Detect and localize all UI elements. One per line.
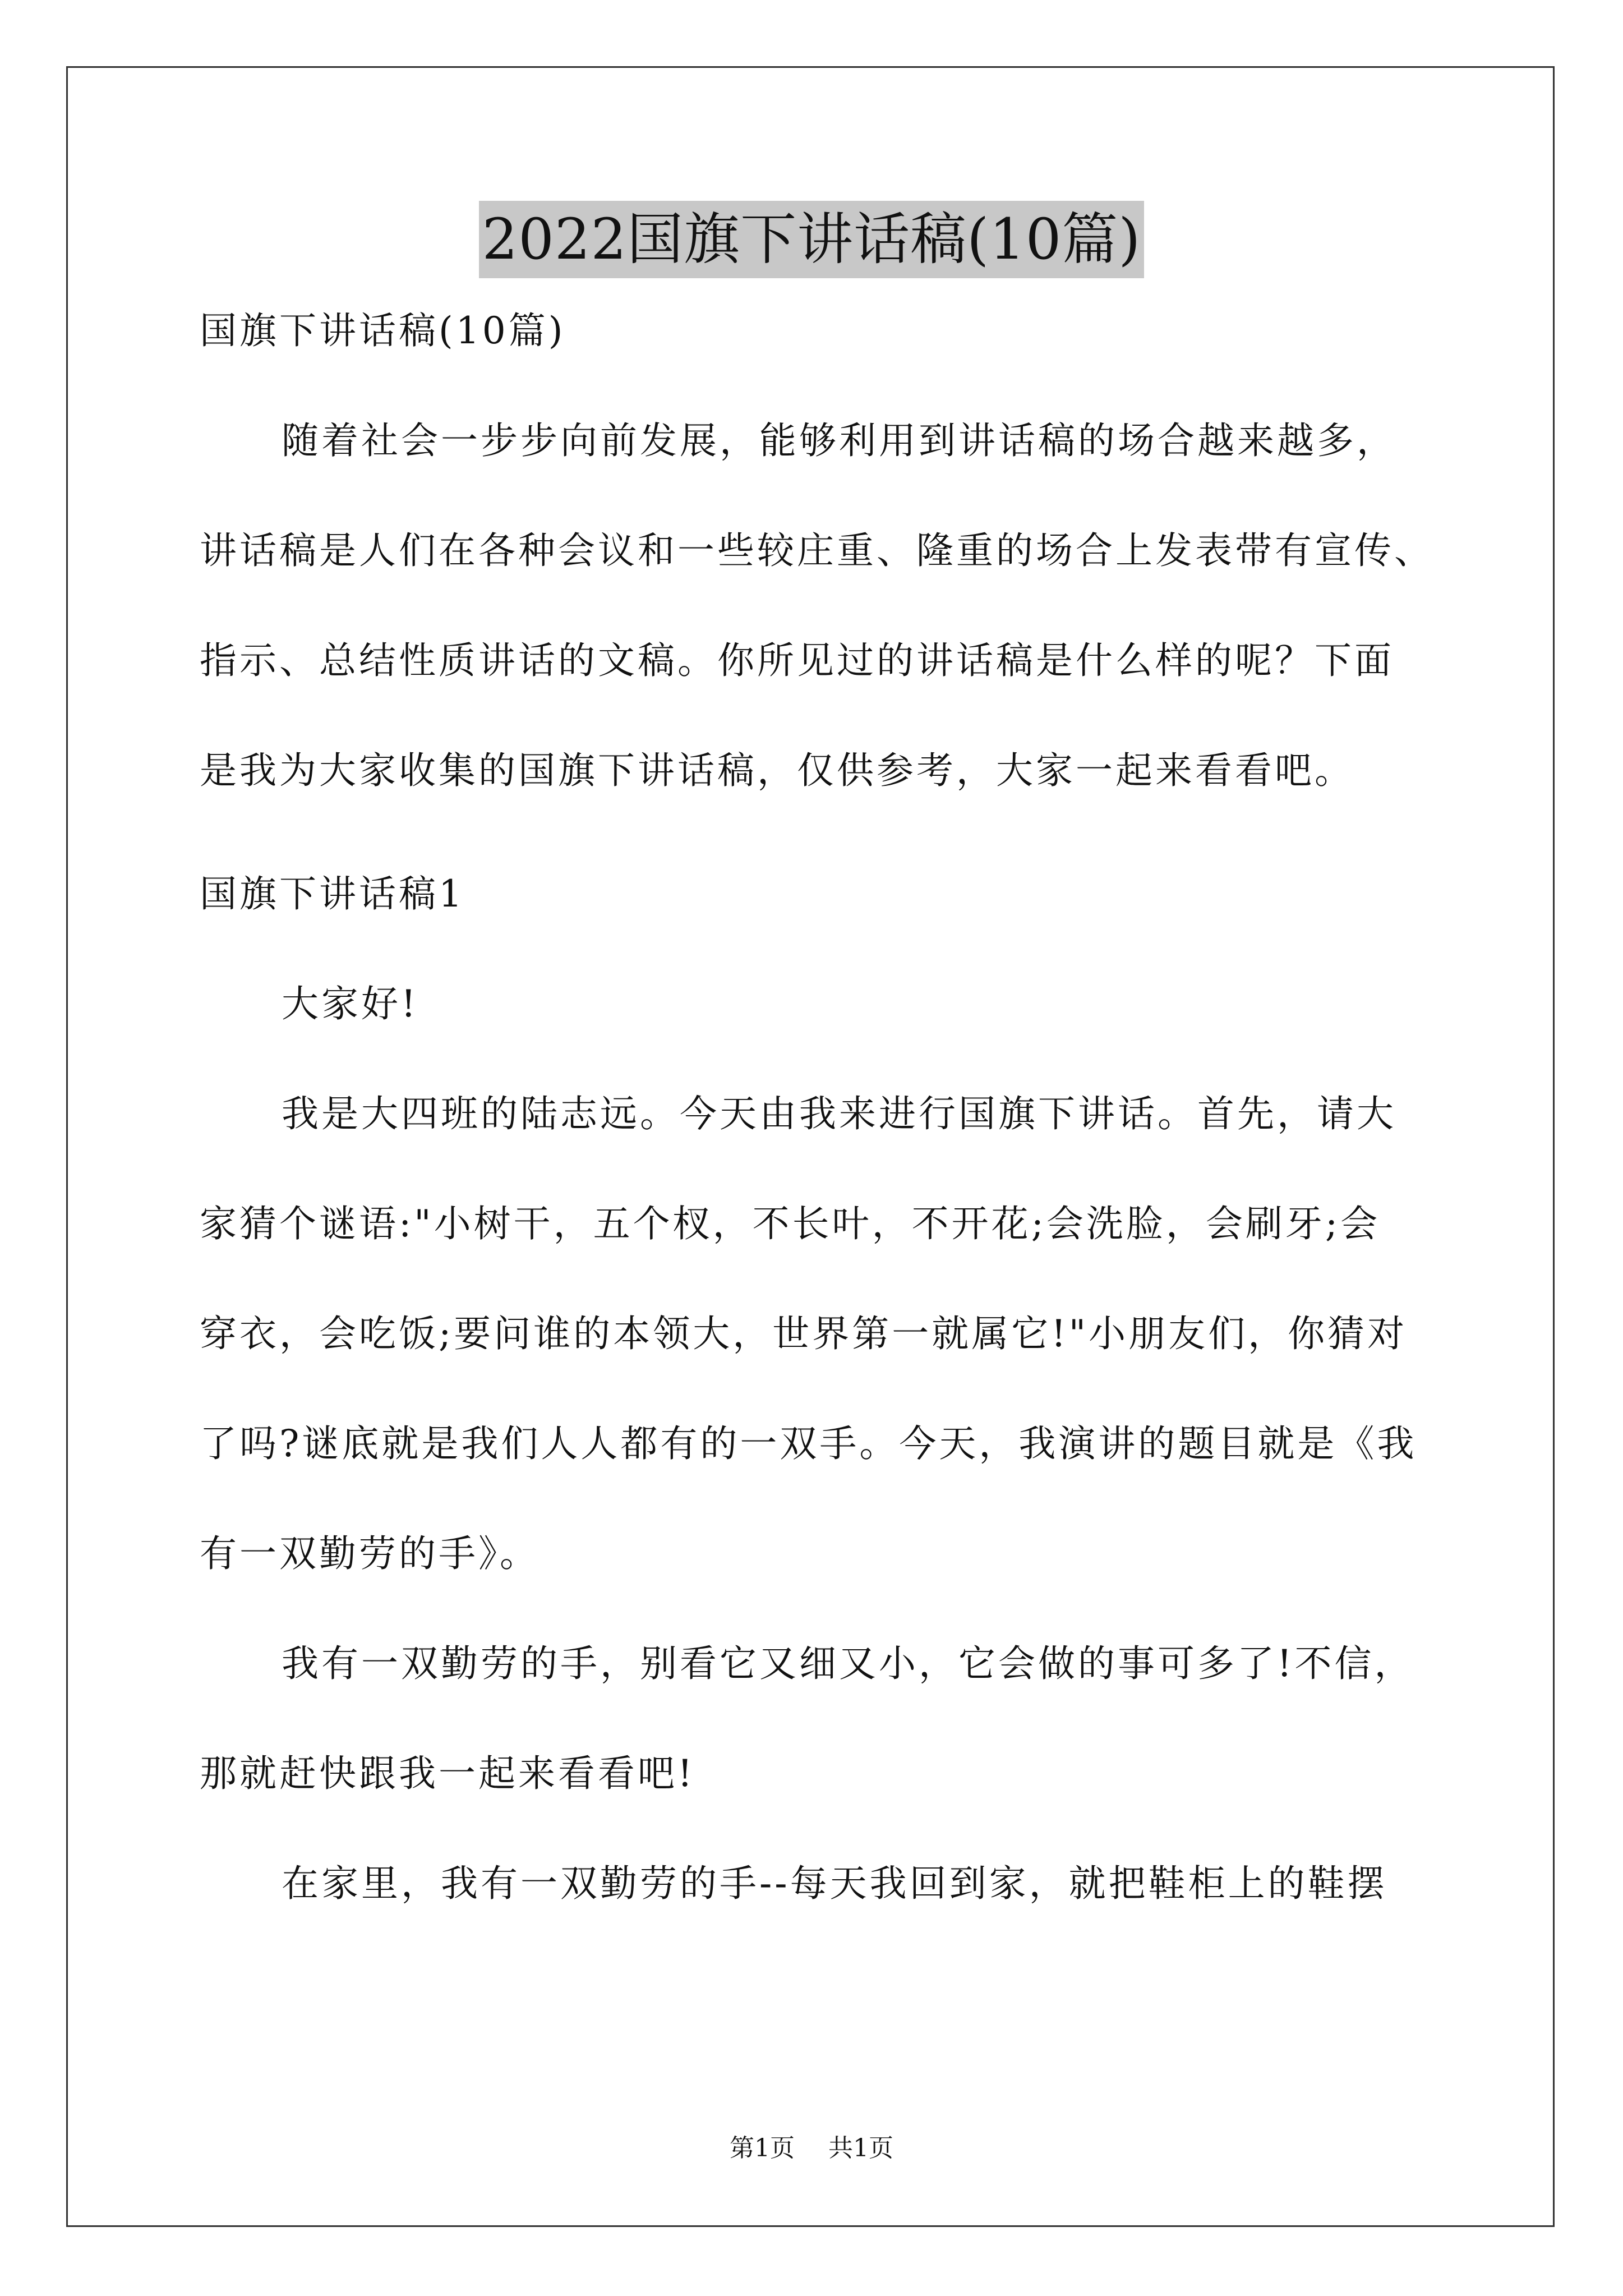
para1-line-2: 家猜个谜语:"小树干，五个杈，不长叶，不开花;会洗脸，会刷牙;会 (200, 1202, 1381, 1245)
page-total: 共1页 (828, 2134, 893, 2162)
page-number: 第1页 (730, 2134, 795, 2162)
section-heading: 国旗下讲话稿1 (200, 872, 465, 915)
para1-line-5: 有一双勤劳的手》。 (200, 1532, 540, 1575)
para3-line-1: 在家里，我有一双勤劳的手--每天我回到家，就把鞋柜上的鞋摆 (282, 1862, 1387, 1905)
para1-line-4: 了吗?谜底就是我们人人都有的一双手。今天，我演讲的题目就是《我 (200, 1422, 1417, 1465)
intro-line-1: 随着社会一步步向前发展，能够利用到讲话稿的场合越来越多， (282, 419, 1396, 462)
para2-line-2: 那就赶快跟我一起来看看吧! (200, 1752, 695, 1795)
para1-line-3: 穿衣，会吃饭;要问谁的本领大，世界第一就属它!"小朋友们，你猜对 (200, 1312, 1408, 1355)
title-area (0, 201, 1623, 278)
document-title: 2022国旗下讲话稿(10篇) (479, 201, 1145, 278)
intro-line-2: 讲话稿是人们在各种会议和一些较庄重、隆重的场合上发表带有宣传、 (200, 529, 1434, 572)
page-footer (0, 2132, 1623, 2165)
para1-line-1: 我是大四班的陆志远。今天由我来进行国旗下讲话。首先，请大 (282, 1092, 1396, 1135)
para2-line-1: 我有一双勤劳的手，别看它又细又小，它会做的事可多了!不信， (282, 1642, 1414, 1685)
intro-line-3: 指示、总结性质讲话的文稿。你所见过的讲话稿是什么样的呢？下面 (200, 639, 1394, 682)
document-body (200, 303, 1490, 1966)
subtitle: 国旗下讲话稿(10篇) (200, 309, 566, 352)
greeting: 大家好! (282, 982, 419, 1025)
intro-line-4: 是我为大家收集的国旗下讲话稿，仅供参考，大家一起来看看吧。 (200, 749, 1354, 792)
